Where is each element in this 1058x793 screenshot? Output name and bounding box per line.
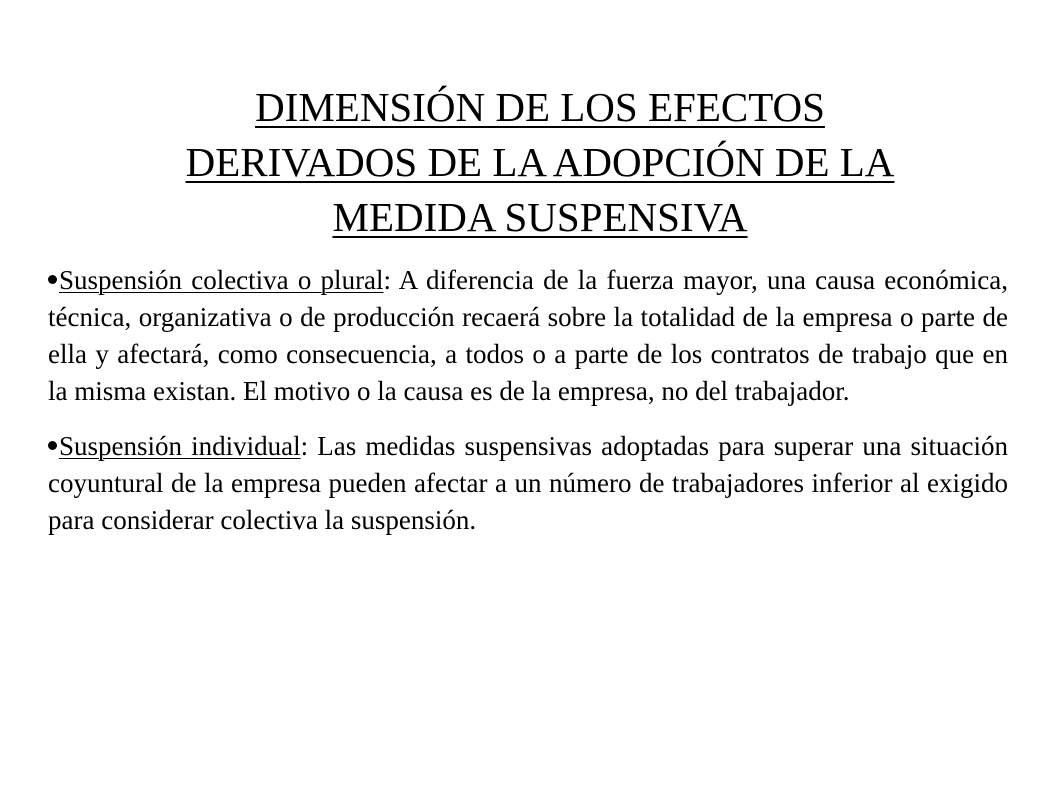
title-line-3: MEDIDA SUSPENSIVA [332,194,748,240]
slide-title [60,80,1020,245]
bullet-list [48,262,1008,557]
bullet-text: A diferencia de la fuerza mayor, una causa económica, técnica, organizativa o de producción recaerá sobre la totalidad de la empresa o parte de ella y afectará, como consecuencia, a todos o a parte de los contratos de trabajo que en la misma existan. El motivo o la causa es de la empresa, no del trabajador. [48,265,1008,406]
bullet-dot-icon [48,441,57,450]
title-line-2: DERIVADOS DE LA ADOPCIÓN DE LA [185,139,895,185]
bullet-term: Suspensión individual [59,431,301,461]
bullet-item-individual [48,428,1008,539]
bullet-dot-icon [48,275,57,284]
bullet-separator: : [383,265,399,295]
bullet-text: Las medidas suspensivas adoptadas para superar una situación coyuntural de la empresa pueden afectar a un número de trabajadores inferior al exigido para considerar colectiva la suspensión. [48,431,1008,535]
title-line-1: DIMENSIÓN DE LOS EFECTOS [255,84,825,130]
bullet-item-colectiva [48,262,1008,410]
bullet-term: Suspensión colectiva o plural [59,265,384,295]
bullet-separator: : [300,431,318,461]
